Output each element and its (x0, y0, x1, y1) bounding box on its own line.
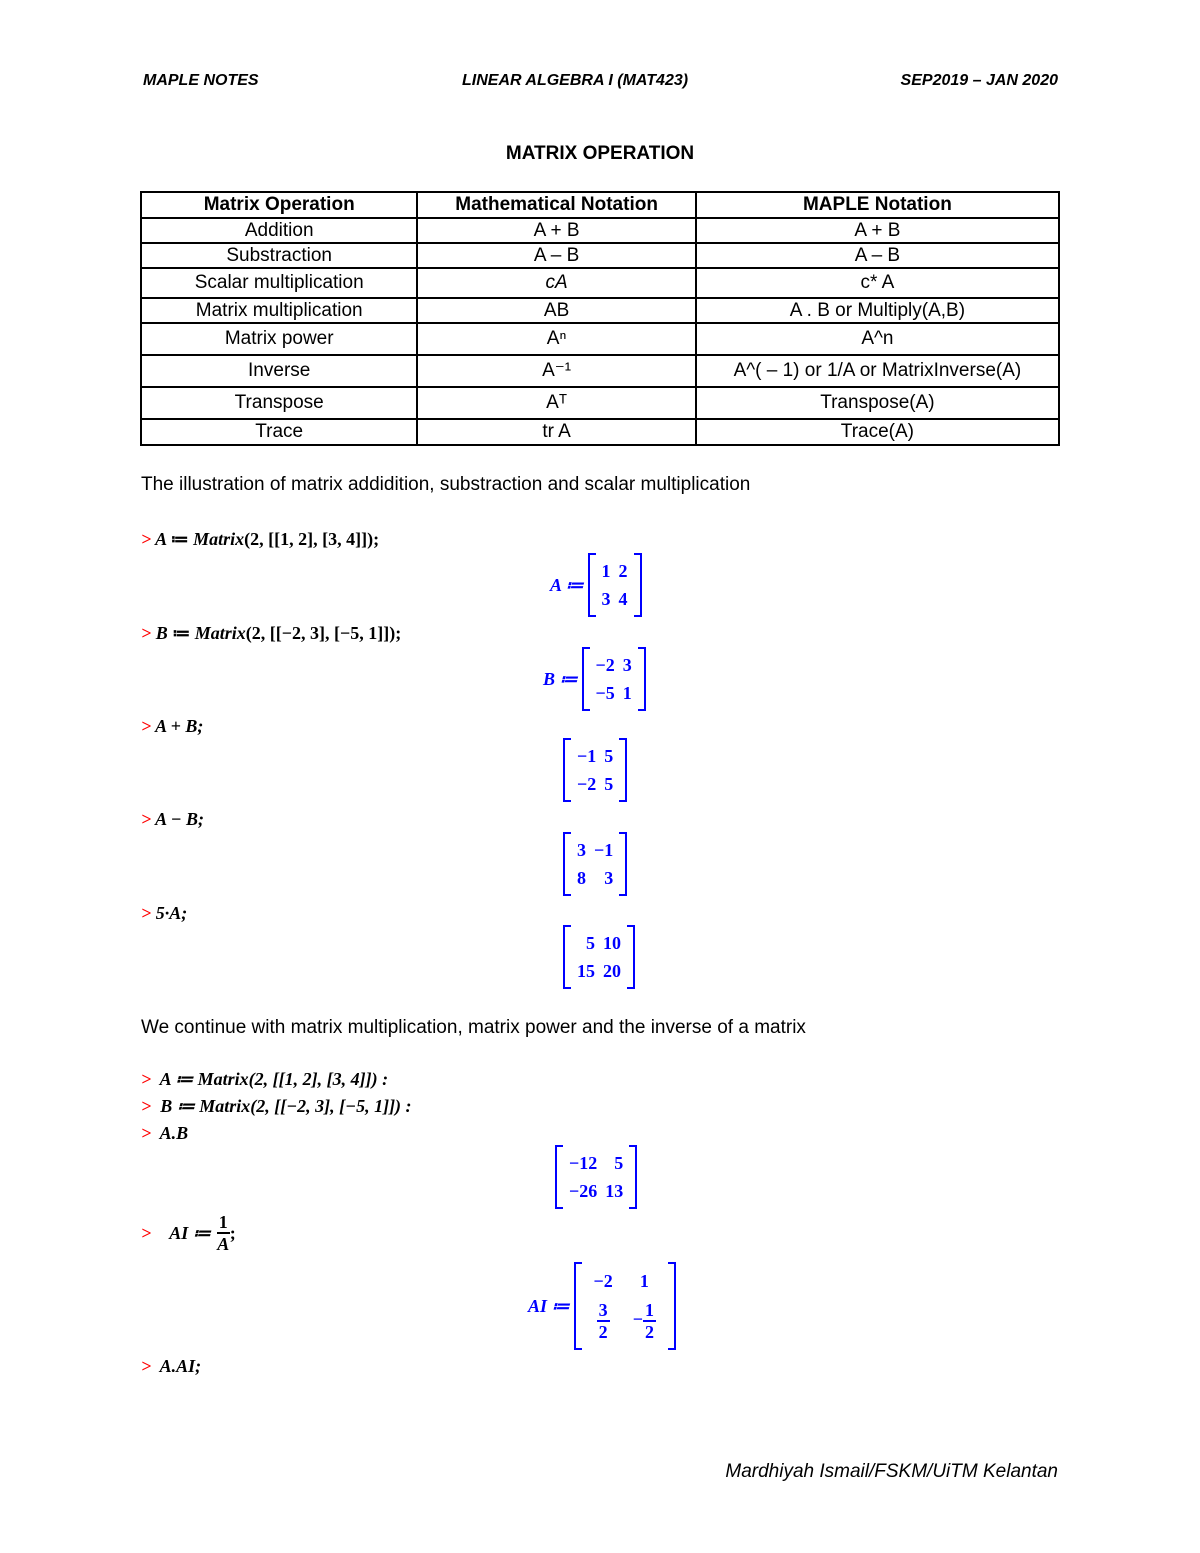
command-args: (2, [[−2, 3], [−5, 1]]); (245, 623, 402, 643)
command-text: 5·A; (155, 903, 188, 923)
table-row (141, 355, 1059, 387)
cell-operation: Inverse (141, 355, 417, 387)
cell-math: AB (417, 298, 695, 323)
matrix-cell: 13 (605, 1181, 624, 1201)
command-define-b (141, 623, 401, 644)
command-text: A.AI; (159, 1356, 202, 1376)
table-header-row (141, 192, 1059, 218)
prompt-marker: > (141, 1069, 152, 1089)
matrix-cell: 5 (604, 746, 614, 766)
command-subtract (141, 809, 204, 830)
page-title: MATRIX OPERATION (505, 143, 695, 164)
output-product (555, 1145, 637, 1209)
matrix-cell: 5 (604, 774, 614, 794)
fraction-denominator: 2 (645, 1322, 655, 1342)
matrix-cell: 2 (618, 561, 628, 581)
cell-math: tr A (417, 419, 695, 445)
table-row (141, 387, 1059, 419)
matrix-cell: −1 (577, 746, 597, 766)
command-function: Matrix (193, 529, 245, 549)
minus-sign: − (632, 1309, 644, 1330)
matrix-cell: −2 (577, 774, 597, 794)
footer-author: Mardhiyah Ismail/FSKM/UiTM Kelantan (725, 1461, 1058, 1482)
cell-maple: A^( – 1) or 1/A or MatrixInverse(A) (696, 355, 1059, 387)
matrix (563, 832, 627, 896)
header-left: MAPLE NOTES (143, 72, 259, 89)
prompt-marker: > (141, 1356, 152, 1376)
cell-maple: A . B or Multiply(A,B) (696, 298, 1059, 323)
command-text: A + B; (155, 716, 204, 736)
prompt-marker: > (141, 1096, 152, 1116)
matrix-cell: −12 (569, 1153, 598, 1173)
prompt-marker: > (141, 903, 152, 923)
command-add (141, 716, 203, 737)
prompt-marker: > (141, 1222, 152, 1243)
matrix-cell (623, 1296, 666, 1346)
fraction (217, 1212, 230, 1254)
matrix-cell (584, 1296, 623, 1346)
cell-math: A – B (417, 243, 695, 268)
command-text: A ≔ Matrix(2, [[1, 2], [3, 4]]) : (159, 1069, 389, 1089)
cell-maple: Trace(A) (696, 419, 1059, 445)
command-args: (2, [[1, 2], [3, 4]]); (244, 529, 380, 549)
table-row (141, 419, 1059, 445)
cell-math: A + B (417, 218, 695, 243)
output-inverse (528, 1262, 676, 1350)
fraction-numerator: 3 (598, 1300, 608, 1320)
fraction-denominator: A (217, 1234, 230, 1254)
matrix-cell: 3 (604, 868, 614, 888)
matrix-cell: −26 (569, 1181, 598, 1201)
matrix-cell: −1 (594, 840, 614, 860)
cell-operation: Matrix multiplication (141, 298, 417, 323)
output-label: A ≔ (550, 574, 584, 595)
column-header: Mathematical Notation (417, 192, 695, 218)
command-define-a-silent (141, 1069, 388, 1090)
cell-maple: Transpose(A) (696, 387, 1059, 419)
fraction-denominator: 2 (598, 1322, 608, 1342)
matrix (574, 1262, 677, 1350)
matrix-cell: 3 (622, 655, 632, 675)
output-label: AI ≔ (528, 1295, 570, 1316)
command-lhs: B (155, 623, 168, 643)
matrix-cell: 1 (639, 1271, 649, 1291)
table-row (141, 218, 1059, 243)
cell-operation: Addition (141, 218, 417, 243)
fraction (597, 1300, 610, 1342)
cell-operation: Trace (141, 419, 417, 445)
matrix-cell: 8 (577, 868, 586, 888)
table-row (141, 268, 1059, 298)
command-multiply (141, 1123, 188, 1144)
prompt-marker: > (141, 623, 152, 643)
command-define-b-silent (141, 1096, 412, 1117)
column-header: MAPLE Notation (696, 192, 1059, 218)
intro-paragraph: The illustration of matrix addidition, substraction and scalar multiplication (141, 474, 751, 495)
prompt-marker: > (141, 1123, 152, 1143)
matrix (582, 647, 646, 711)
prompt-marker: > (141, 529, 152, 549)
fraction (643, 1300, 656, 1342)
cell-math: A⁻¹ (417, 355, 695, 387)
output-label: B ≔ (543, 668, 578, 689)
matrix-cell: 5 (586, 933, 595, 953)
output-matrix-a (550, 553, 642, 617)
matrix-cell: 3 (577, 840, 586, 860)
matrix-cell: 5 (614, 1153, 624, 1173)
assign-operator: ≔ (170, 529, 189, 549)
matrix-cell: 20 (603, 961, 621, 981)
command-lhs: A (155, 529, 167, 549)
matrix-cell: −5 (595, 683, 615, 703)
continue-paragraph: We continue with matrix multiplication, matrix power and the inverse of a matrix (141, 1017, 806, 1038)
fraction-numerator: 1 (218, 1212, 228, 1232)
operations-table (140, 191, 1060, 446)
command-text: A.B (159, 1123, 189, 1143)
matrix-cell: 10 (603, 933, 621, 953)
output-matrix-b (543, 647, 646, 711)
command-function: Matrix (194, 623, 246, 643)
cell-math: Aᵀ (417, 387, 695, 419)
prompt-marker: > (141, 716, 152, 736)
header-center: LINEAR ALGEBRA I (MAT423) (462, 72, 689, 89)
matrix-cell: 15 (577, 961, 595, 981)
cell-maple: c* A (696, 268, 1059, 298)
output-difference (563, 832, 627, 896)
command-inverse (141, 1212, 236, 1254)
output-sum (563, 738, 627, 802)
column-header: Matrix Operation (141, 192, 417, 218)
command-lhs: AI ≔ (169, 1222, 211, 1243)
table-row (141, 298, 1059, 323)
cell-math: cA (417, 268, 695, 298)
cell-operation: Scalar multiplication (141, 268, 417, 298)
command-verify (141, 1356, 201, 1377)
matrix (563, 738, 627, 802)
command-text: A − B; (155, 809, 205, 829)
cell-operation: Transpose (141, 387, 417, 419)
command-scalar (141, 903, 187, 924)
header-right: SEP2019 – JAN 2020 (900, 72, 1058, 89)
cell-maple: A + B (696, 218, 1059, 243)
prompt-marker: > (141, 809, 152, 829)
cell-operation: Matrix power (141, 323, 417, 355)
output-scalar (563, 925, 635, 989)
matrix (588, 553, 642, 617)
command-define-a (141, 529, 379, 550)
table-row (141, 243, 1059, 268)
matrix (555, 1145, 637, 1209)
table-row (141, 323, 1059, 355)
cell-maple: A^n (696, 323, 1059, 355)
matrix-cell: 4 (618, 589, 628, 609)
cell-math: Aⁿ (417, 323, 695, 355)
cell-maple: A – B (696, 243, 1059, 268)
assign-operator: ≔ (172, 623, 191, 643)
fraction-numerator: 1 (645, 1300, 655, 1320)
command-text: B ≔ Matrix(2, [[−2, 3], [−5, 1]]) : (160, 1096, 412, 1116)
cell-operation: Substraction (141, 243, 417, 268)
matrix-cell: 1 (601, 561, 611, 581)
command-end: ; (229, 1222, 236, 1243)
matrix-cell: −2 (593, 1271, 613, 1291)
matrix-cell: −2 (595, 655, 615, 675)
matrix-cell: 1 (622, 683, 632, 703)
matrix-cell: 3 (601, 589, 611, 609)
matrix (563, 925, 635, 989)
